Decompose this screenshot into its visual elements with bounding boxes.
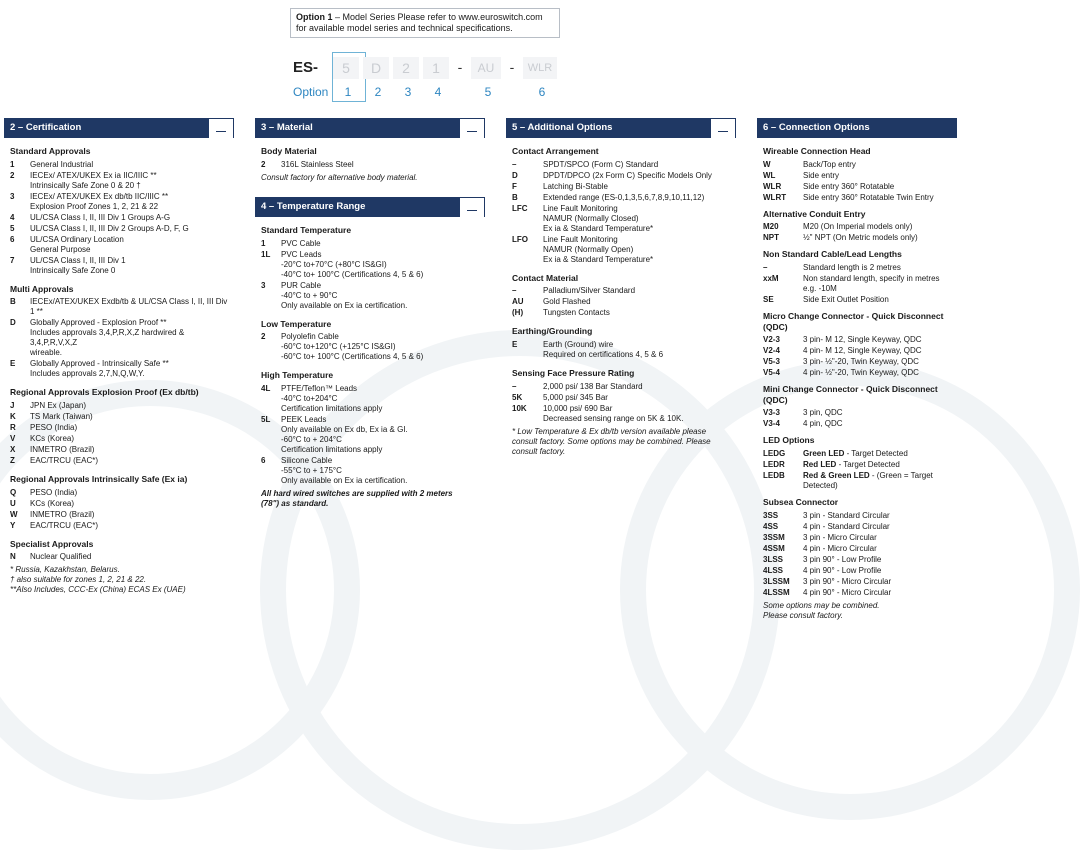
option-desc: Side entry 360° Rotatable Twin Entry <box>803 192 934 202</box>
option-row <box>512 204 730 234</box>
option-row <box>763 193 951 203</box>
option-row <box>763 357 951 367</box>
option-code: 4 <box>10 212 15 222</box>
section-title: Contact Arrangement <box>512 146 599 156</box>
option-row <box>10 434 228 444</box>
option-desc: 4 pin - Micro Circular <box>803 543 877 553</box>
temperature-body <box>255 217 485 509</box>
additional-header <box>506 118 736 138</box>
option-code: 4SS <box>763 521 779 531</box>
option-row <box>763 449 951 459</box>
option-desc: 5,000 psi/ 345 Bar <box>543 392 608 402</box>
option-row <box>763 368 951 378</box>
option-code: V3-3 <box>763 408 780 418</box>
option-row <box>512 340 730 360</box>
option-code: LEDB <box>763 471 785 480</box>
option-row <box>261 250 479 280</box>
option-row <box>763 233 951 243</box>
option-desc: Line Fault Monitoring NAMUR (Normally Open) Ex ia & Standard Temperature* <box>543 234 654 264</box>
connection-header <box>757 118 957 138</box>
section-title: Sensing Face Pressure Rating <box>512 367 635 378</box>
option-code: 7 <box>10 255 15 265</box>
option-code: – <box>512 381 517 391</box>
additional-panel <box>506 118 736 457</box>
option-desc: UL/CSA Ordinary Location General Purpose <box>30 234 124 254</box>
option1-text: – Model Series Please refer to www.euroswitch.com for available model series and technical specifications. <box>296 12 543 33</box>
option-desc: 3 pin 90° - Micro Circular <box>803 576 892 586</box>
temperature-title: 4 – Temperature Range <box>261 201 366 212</box>
option-code: (H) <box>512 308 524 318</box>
option-desc: Gold Flashed <box>543 297 591 307</box>
option-row <box>261 384 479 414</box>
option1-title: Option 1 <box>296 12 333 22</box>
option-row <box>10 192 228 212</box>
option-code: B <box>10 297 16 307</box>
option-code: E <box>512 339 518 349</box>
option-code: K <box>10 411 16 421</box>
option-desc: INMETRO (Brazil) <box>30 509 95 519</box>
option-desc: PESO (India) <box>30 422 78 432</box>
option-code: 3SSM <box>763 532 785 542</box>
option-row <box>10 401 228 411</box>
option-row <box>512 308 730 318</box>
option-code: B <box>512 192 518 202</box>
option-desc: 4 pin 90° - Micro Circular <box>803 587 892 597</box>
option-code: 4LSS <box>763 565 784 575</box>
option-desc: 3 pin- M 12, Single Keyway, QDC <box>803 335 922 345</box>
option-row <box>261 160 479 170</box>
option-row <box>261 239 479 249</box>
option-code: 3LSS <box>763 554 784 564</box>
option-desc: KCs (Korea) <box>30 433 75 443</box>
option-row <box>763 160 951 170</box>
option-desc: Side entry <box>803 170 840 180</box>
option-desc: 4 pin 90° - Low Profile <box>803 565 882 575</box>
option-code: V2-3 <box>763 335 780 345</box>
spacer <box>763 492 951 495</box>
spacer <box>512 319 730 324</box>
option-code: 3 <box>261 280 266 290</box>
led-desc: - Target Detected <box>844 449 908 458</box>
option-desc: Earth (Ground) wire Required on certifications 4, 5 & 6 <box>543 339 664 359</box>
option-code: M20 <box>763 222 779 232</box>
option-row <box>763 588 951 598</box>
option-row <box>10 318 228 358</box>
connection-title: 6 – Connection Options <box>763 122 870 133</box>
option-desc: UL/CSA Class I, II, III Div 1 Groups A-G <box>30 212 171 222</box>
option-row <box>512 193 730 203</box>
option-row <box>763 533 951 543</box>
code-cell: 2 <box>393 57 419 79</box>
option-desc: 2,000 psi/ 138 Bar Standard <box>543 381 643 391</box>
option-code: 1 <box>10 159 15 169</box>
option-desc: 4 pin- ½"-20, Twin Keyway, QDC <box>803 368 919 378</box>
option-desc: JPN Ex (Japan) <box>30 400 87 410</box>
option-number-row <box>293 85 561 100</box>
option-desc: IECEx/ATEX/UKEX Exdb/tb & UL/CSA Class I, II, III Div 1 ** <box>30 297 228 317</box>
code-prefix: ES- <box>293 58 319 76</box>
option-desc: 3 pin 90° - Low Profile <box>803 554 882 564</box>
spacer <box>261 363 479 368</box>
section-title: Mini Change Connector - Quick Disconnect (QDC) <box>763 384 938 405</box>
option-desc: PESO (India) <box>30 487 78 497</box>
option-row <box>763 522 951 532</box>
option-code: AU <box>512 297 524 307</box>
option-desc: IECEx/ ATEX/UKEX Ex ia IIC/IIIC ** Intrinsically Safe Zone 0 & 20 † <box>30 170 157 190</box>
option-code: 10K <box>512 403 527 413</box>
collapse-toggle[interactable] <box>459 118 485 138</box>
collapse-toggle[interactable] <box>710 118 736 138</box>
option-code: Y <box>10 520 16 530</box>
option-row <box>10 256 228 276</box>
option-desc: INMETRO (Brazil) <box>30 444 95 454</box>
temperature-note: All hard wired switches are supplied with 2 meters (78") as standard. <box>261 488 453 508</box>
option-code: V <box>10 433 16 443</box>
option-desc: Non standard length, specify in metres e.g. -10M <box>803 273 940 293</box>
option-code: V5-3 <box>763 357 780 367</box>
option-row <box>763 182 951 192</box>
option-row <box>512 160 730 170</box>
option-desc: General Industrial <box>30 159 94 169</box>
option-row <box>763 577 951 587</box>
code-dash: - <box>509 59 515 76</box>
option-desc: Globally Approved - Intrinsically Safe ** Includes approvals 2,7,N,Q,W,Y. <box>30 359 169 379</box>
model-code <box>293 55 561 81</box>
option-code: xxM <box>763 273 779 283</box>
option-desc: KCs (Korea) <box>30 498 75 508</box>
section-title: Specialist Approvals <box>10 538 94 549</box>
option-code: 5L <box>261 414 271 424</box>
led-label: Green LED <box>803 449 845 458</box>
option-code: W <box>10 509 18 519</box>
option-row <box>763 544 951 554</box>
footnotes: * Russia, Kazakhstan, Belarus. † also suitable for zones 1, 2, 21 & 22. **Also Includes, CCC-Ex (China) ECAS Ex (UAE) <box>10 565 186 595</box>
option-code: SE <box>763 294 774 304</box>
option-desc: PEEK Leads Only available on Ex db, Ex ia & GI. -60°C to + 204°C Certification limitations apply <box>281 414 408 454</box>
option-row <box>763 335 951 345</box>
section-title: High Temperature <box>261 370 334 381</box>
option-row <box>763 171 951 181</box>
material-title: 3 – Material <box>261 122 313 133</box>
option-row <box>10 160 228 170</box>
option-code: 1L <box>261 249 271 259</box>
code-cell: 5 <box>333 57 359 79</box>
code-cell: 1 <box>423 57 449 79</box>
option-code: X <box>10 444 16 454</box>
option-desc: Palladium/Silver Standard <box>543 286 636 296</box>
section-title: Wireable Connection Head <box>763 146 871 156</box>
option-number: 4 <box>434 85 442 99</box>
code-cell: AU <box>471 57 501 79</box>
option-desc: Tungsten Contacts <box>543 308 610 318</box>
option-code: 6 <box>261 455 266 465</box>
option-desc: EAC/TRCU (EAC*) <box>30 455 99 465</box>
option-code: 5K <box>512 392 523 402</box>
option-code: 6 <box>10 234 15 244</box>
option-code: 2 <box>10 170 15 180</box>
option-code: D <box>512 170 518 180</box>
option-desc: PTFE/Teflon™ Leads -40°C to+204°C Certification limitations apply <box>281 383 383 413</box>
option-desc: PVC Cable <box>281 238 321 248</box>
option-desc: Globally Approved - Explosion Proof ** Includes approvals 3,4,P,R,X,Z hardwired & 3,4,P,R,V,X,Z wireable. <box>30 318 185 358</box>
code-cell: D <box>363 57 389 79</box>
option-code: E <box>10 359 16 369</box>
section-title: Standard Temperature <box>261 225 352 235</box>
option-row <box>10 510 228 520</box>
led-desc: - (Green = Target Detected) <box>803 471 933 490</box>
code-cell: WLR <box>523 57 557 79</box>
spacer <box>763 379 951 382</box>
additional-body <box>506 138 736 457</box>
option-row <box>763 263 951 273</box>
option-desc: SPDT/SPCO (Form C) Standard <box>543 159 659 169</box>
option-desc: Latching Bi-Stable <box>543 181 608 191</box>
material-panel <box>255 118 485 183</box>
led-label: Red LED <box>803 460 837 469</box>
option-number: 3 <box>404 85 412 99</box>
option-code: J <box>10 400 15 410</box>
option-desc: Silicone Cable -55°C to + 175°C Only available on Ex ia certification. <box>281 455 408 485</box>
spacer <box>10 532 228 537</box>
option-code: 5 <box>10 223 15 233</box>
option-desc: Polyolefin Cable -60°C to+120°C (+125°C IS&GI) -60°C to+ 100°C (Certifications 4, 5 & 6) <box>281 332 424 362</box>
option-desc: Back/Top entry <box>803 159 856 169</box>
option-code: W <box>763 159 771 169</box>
additional-note: * Low Temperature & Ex db/tb version available please consult factory. Some options may be combined. Please consult factory. <box>512 426 711 456</box>
option-code: WL <box>763 170 776 180</box>
option-code: Q <box>10 487 17 497</box>
section-title: Micro Change Connector - Quick Disconnect (QDC) <box>763 310 944 332</box>
option-number: 2 <box>374 85 382 99</box>
option-desc <box>803 471 951 491</box>
option-row <box>512 235 730 265</box>
led-desc: - Target Detected <box>836 460 900 469</box>
section-title: Earthing/Grounding <box>512 326 593 337</box>
option-desc: Line Fault Monitoring NAMUR (Normally Closed) Ex ia & Standard Temperature* <box>543 203 654 233</box>
option-row <box>10 235 228 255</box>
option-code: V2-4 <box>763 346 780 356</box>
option-desc: Side Exit Outlet Position <box>803 294 889 304</box>
option-row <box>512 297 730 307</box>
option-desc: UL/CSA Class I, II, III Div 1 Intrinsically Safe Zone 0 <box>30 255 126 275</box>
spacer <box>10 277 228 282</box>
section-title: Standard Approvals <box>10 146 91 156</box>
option-code: 3 <box>10 191 15 201</box>
option-code: U <box>10 498 16 508</box>
spacer <box>763 244 951 247</box>
option-desc: 3 pin, QDC <box>803 408 843 418</box>
spacer <box>763 306 951 309</box>
option-row <box>261 456 479 486</box>
option-row <box>10 499 228 509</box>
option-row <box>763 346 951 356</box>
option-desc: 3 pin - Micro Circular <box>803 532 877 542</box>
option-row <box>763 222 951 232</box>
option-code: NPT <box>763 233 779 243</box>
option-row <box>763 295 951 305</box>
option-desc: ½" NPT (On Metric models only) <box>803 233 918 243</box>
option-row <box>10 423 228 433</box>
section-title: LED Options <box>763 435 815 446</box>
option-row <box>10 412 228 422</box>
option-desc: Standard length is 2 metres <box>803 262 901 272</box>
option-code: 4SSM <box>763 543 785 553</box>
option-row <box>763 471 951 491</box>
option-code: WLRT <box>763 192 787 202</box>
option-number: 6 <box>538 85 546 99</box>
option-desc: 10,000 psi/ 690 Bar Decreased sensing range on 5K & 10K. <box>543 403 684 423</box>
option-code: V5-4 <box>763 368 780 378</box>
option-code: – <box>512 159 517 169</box>
temperature-panel <box>255 197 485 509</box>
section-title: Subsea Connector <box>763 497 839 507</box>
option-row <box>512 393 730 403</box>
connection-body <box>757 138 957 621</box>
option-row <box>763 566 951 576</box>
option-desc: EAC/TRCU (EAC*) <box>30 520 99 530</box>
material-body <box>255 138 485 183</box>
certification-title: 2 – Certification <box>10 122 82 133</box>
option-row <box>10 445 228 455</box>
option-desc <box>803 460 951 470</box>
option-desc <box>803 449 951 459</box>
option-code: V3-4 <box>763 419 780 429</box>
option-label: Option <box>293 85 329 99</box>
spacer <box>763 430 951 433</box>
additional-title: 5 – Additional Options <box>512 122 613 133</box>
option-code: – <box>763 262 768 272</box>
option-code: 4LSSM <box>763 587 790 597</box>
option-row <box>10 456 228 466</box>
option-row <box>512 182 730 192</box>
spacer <box>763 204 951 207</box>
option-code: 3LSSM <box>763 576 790 586</box>
option-code: R <box>10 422 16 432</box>
section-title: Alternative Conduit Entry <box>763 208 866 219</box>
certification-panel <box>4 118 234 595</box>
connection-panel <box>757 118 957 621</box>
option-code: D <box>10 318 16 328</box>
option-row <box>261 332 479 362</box>
section-title: Body Material <box>261 146 317 156</box>
option-code: Z <box>10 455 15 465</box>
certification-header <box>4 118 234 138</box>
option-row <box>512 382 730 392</box>
option-desc: Side entry 360° Rotatable <box>803 181 895 191</box>
option-desc: 316L Stainless Steel <box>281 159 354 169</box>
section-title: Regional Approvals Intrinsically Safe (Ex ia) <box>10 473 188 484</box>
spacer <box>512 361 730 366</box>
section-title: Regional Approvals Explosion Proof (Ex db/tb) <box>10 387 199 398</box>
option-code: 4L <box>261 383 271 393</box>
option-row <box>10 488 228 498</box>
option-desc: 4 pin, QDC <box>803 419 843 429</box>
connection-note: Some options may be combined. Please consult factory. <box>763 600 880 620</box>
led-label: Red & Green LED <box>803 471 870 480</box>
option-row <box>512 171 730 181</box>
collapse-toggle[interactable] <box>459 197 485 217</box>
option-desc: 3 pin- ½"-20, Twin Keyway, QDC <box>803 357 919 367</box>
option-desc: 3 pin - Standard Circular <box>803 510 890 520</box>
material-header <box>255 118 485 138</box>
collapse-toggle[interactable] <box>208 118 234 138</box>
option-desc: M20 (On Imperial models only) <box>803 222 913 232</box>
spacer <box>261 312 479 317</box>
option-number: 1 <box>344 85 352 99</box>
option-desc: Extended range (ES-0,1,3,5,6,7,8,9,10,11,12) <box>543 192 705 202</box>
option-desc: 4 pin- M 12, Single Keyway, QDC <box>803 346 922 356</box>
option-row <box>763 511 951 521</box>
option-row <box>10 297 228 317</box>
option-row <box>763 419 951 429</box>
option-row <box>10 224 228 234</box>
option-code: – <box>512 286 517 296</box>
option-row <box>763 460 951 470</box>
section-title: Multi Approvals <box>10 283 74 294</box>
option-code: 2 <box>261 332 266 342</box>
option-code: 3SS <box>763 510 779 520</box>
option-row <box>10 213 228 223</box>
option-code: LFC <box>512 203 528 213</box>
option-code: LFO <box>512 234 528 244</box>
option-code: LEDR <box>763 460 785 469</box>
option-code: N <box>10 552 16 562</box>
option-row <box>261 415 479 455</box>
option-row <box>512 404 730 424</box>
spacer <box>10 380 228 385</box>
option-row <box>10 521 228 531</box>
option-row <box>763 555 951 565</box>
section-title: Low Temperature <box>261 318 332 329</box>
option-desc: PVC Leads -20°C to+70°C (+80°C IS&GI) -40°C to+ 100°C (Certifications 4, 5 & 6) <box>281 249 424 279</box>
temperature-header <box>255 197 485 217</box>
option-code: WLR <box>763 181 782 191</box>
spacer <box>512 266 730 271</box>
option-row <box>763 274 951 294</box>
option1-box <box>290 8 560 38</box>
section-title: Contact Material <box>512 272 579 283</box>
option-row <box>10 552 228 562</box>
option-code: LEDG <box>763 449 786 458</box>
section-title: Non Standard Cable/Lead Lengths <box>763 249 902 260</box>
spacer <box>10 467 228 472</box>
option-row <box>763 408 951 418</box>
material-note: Consult factory for alternative body material. <box>261 172 418 182</box>
option-desc: 4 pin - Standard Circular <box>803 521 890 531</box>
option-number: 5 <box>484 85 492 99</box>
option-desc: TS Mark (Taiwan) <box>30 411 93 421</box>
option-desc: PUR Cable -40°C to + 90°C Only available on Ex ia certification. <box>281 280 408 310</box>
option-desc: Nuclear Qualified <box>30 552 92 562</box>
option-desc: UL/CSA Class I, II, III Div 2 Groups A-D, F, G <box>30 223 189 233</box>
option-row <box>512 286 730 296</box>
certification-body <box>4 138 234 595</box>
option-desc: IECEx/ ATEX/UKEX Ex db/tb IIC/IIIC ** Explosion Proof Zones 1, 2, 21 & 22 <box>30 191 169 211</box>
option-row <box>261 281 479 311</box>
option-row <box>10 171 228 191</box>
option-row <box>10 359 228 379</box>
option-code: F <box>512 181 517 191</box>
code-dash: - <box>457 59 463 76</box>
option-desc: DPDT/DPCO (2x Form C) Specific Models Only <box>543 170 712 180</box>
option-code: 1 <box>261 238 266 248</box>
option-code: 2 <box>261 159 266 169</box>
